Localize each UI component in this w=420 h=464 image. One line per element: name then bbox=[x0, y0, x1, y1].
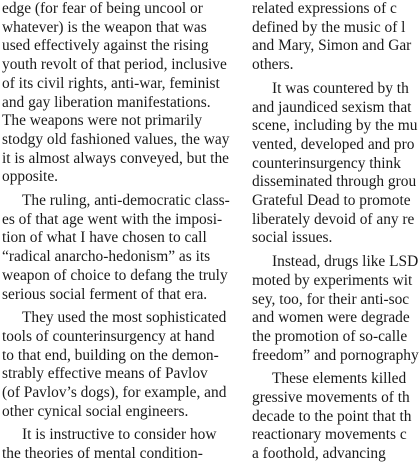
text-line: counterinsurgency think bbox=[252, 154, 401, 172]
text-line: edge (for fear of being uncool or bbox=[2, 0, 203, 17]
text-line: and jaundiced sexism that bbox=[252, 98, 412, 116]
text-line: strably effective means of Pavlov bbox=[2, 365, 208, 383]
text-line: decade to the point that th bbox=[252, 407, 412, 425]
text-line: disseminated through grou bbox=[252, 173, 417, 191]
text-line: to that end, building on the demon- bbox=[2, 346, 219, 364]
text-line: gressive movements of th bbox=[252, 389, 410, 407]
text-line: es of that age went with the imposi- bbox=[2, 210, 223, 228]
text-line: It is instructive to consider how bbox=[22, 426, 217, 444]
right-text-column bbox=[252, 0, 420, 464]
text-line: and women were degrade bbox=[252, 309, 410, 327]
text-line: the promotion of so-calle bbox=[252, 327, 408, 345]
text-line: “radical anarcho-hedonism” as its bbox=[2, 248, 211, 266]
text-line: reactionary movements c bbox=[252, 426, 407, 444]
text-line: Instead, drugs like LSD bbox=[272, 253, 419, 271]
text-line: social issues. bbox=[252, 229, 333, 247]
text-line: vented, developed and pro bbox=[252, 135, 415, 153]
text-line: The weapons were not primarily bbox=[2, 112, 203, 130]
text-line: liberately devoid of any re bbox=[252, 210, 415, 228]
left-text-column bbox=[2, 0, 230, 464]
text-line: weapon of choice to defang the truly bbox=[2, 266, 228, 284]
text-line: and Mary, Simon and Gar bbox=[252, 37, 412, 55]
text-line: tion of what I have chosen to call bbox=[2, 229, 207, 247]
text-line: a foothold, advancing bbox=[252, 445, 386, 463]
text-line: freedom” and pornography bbox=[252, 346, 419, 364]
text-line: The ruling, anti-democratic class- bbox=[22, 192, 230, 210]
text-line: related expressions of c bbox=[252, 0, 397, 17]
text-line: sey, too, for their anti-soc bbox=[252, 290, 410, 308]
text-line: tools of counterinsurgency at hand bbox=[2, 327, 215, 345]
text-line: These elements killed bbox=[272, 370, 407, 388]
text-line: It was countered by th bbox=[272, 79, 409, 97]
text-line: whatever) is the weapon that was bbox=[2, 18, 207, 36]
text-line: others. bbox=[252, 56, 294, 74]
text-line: moted by experiments wit bbox=[252, 271, 413, 289]
text-line: They used the most sophisticated bbox=[22, 309, 227, 327]
text-line: serious social ferment of that era. bbox=[2, 285, 208, 303]
text-line: Grateful Dead to promote bbox=[252, 192, 411, 210]
text-line: youth revolt of that period, inclusive bbox=[2, 56, 227, 74]
text-line: it is almost always conveyed, but the bbox=[2, 149, 229, 167]
text-line: of its civil rights, anti-war, feminist bbox=[2, 74, 220, 92]
text-line: scene, including by the mu bbox=[252, 117, 418, 135]
text-line: the theories of mental condition- bbox=[2, 445, 203, 463]
text-line: other cynical social engineers. bbox=[2, 402, 189, 420]
text-line: opposite. bbox=[2, 168, 59, 186]
text-line: and gay liberation manifestations. bbox=[2, 93, 211, 111]
text-line: defined by the music of l bbox=[252, 18, 406, 36]
text-line: used effectively against the rising bbox=[2, 37, 209, 55]
text-line: (of Pavlov’s dogs), for example, and bbox=[2, 384, 227, 402]
text-line: stodgy old fashioned values, the way bbox=[2, 130, 230, 148]
